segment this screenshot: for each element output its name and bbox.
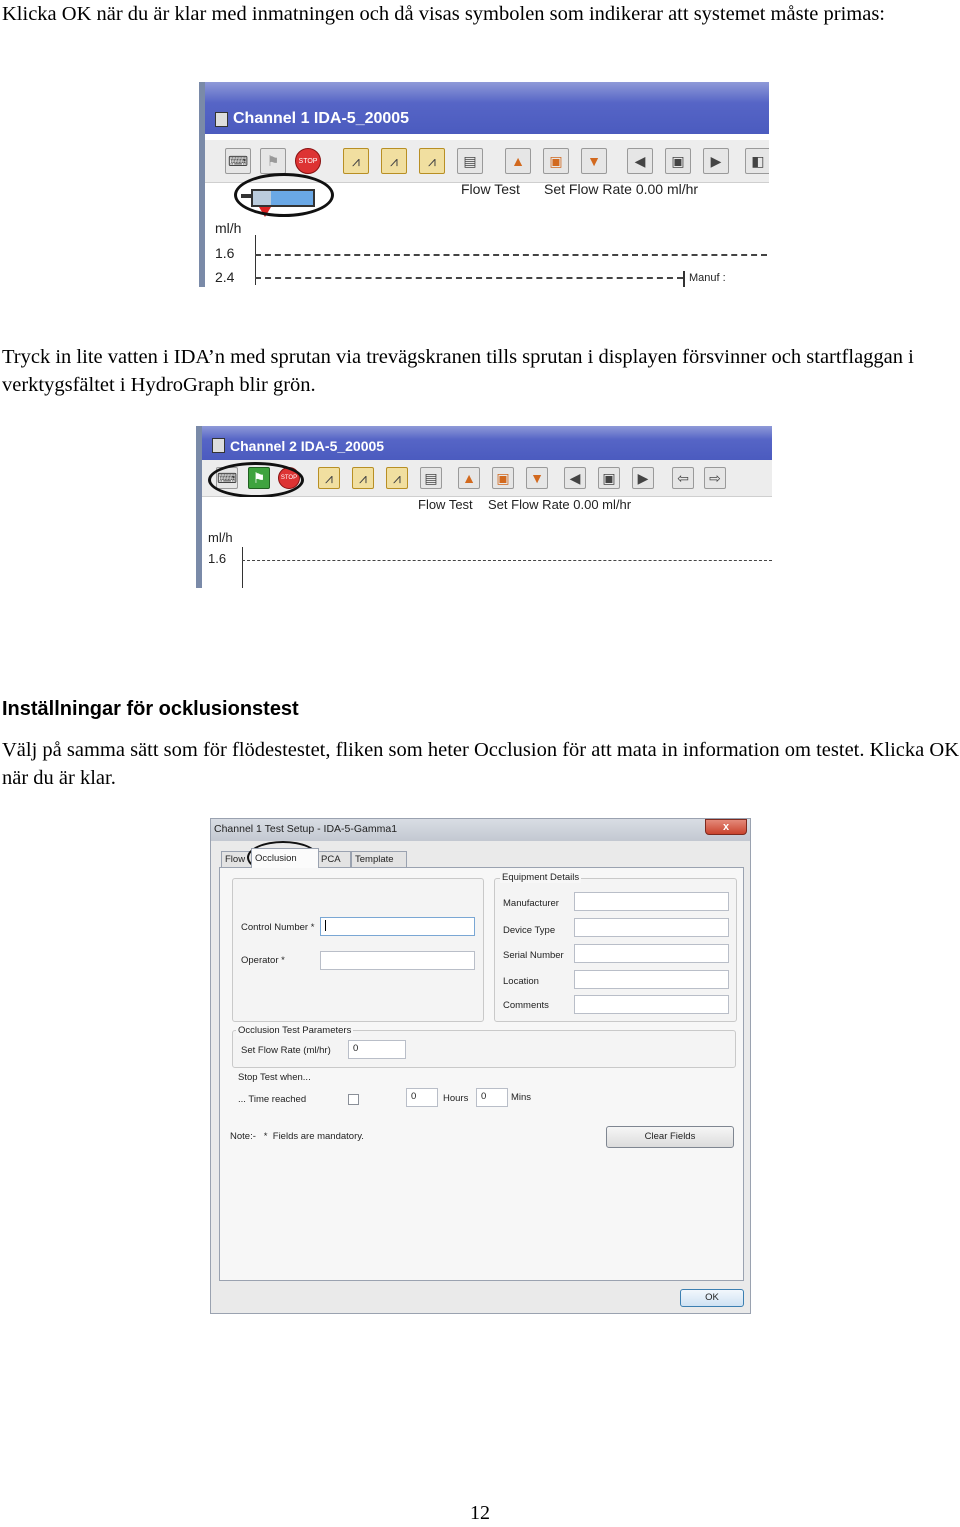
limit-line-lower	[255, 277, 683, 279]
graph-icon[interactable]: ⩘	[419, 148, 445, 174]
location-label: Location	[503, 976, 539, 987]
occlusion-instruction-paragraph: Välj på samma sätt som för flödestestet, fliken som heter Occlusion för att mata in information om testet. Klicka OK när du är klar.	[2, 739, 959, 789]
mins-label: Mins	[511, 1092, 532, 1103]
manuf-label: Manuf :	[689, 272, 726, 284]
y-axis-tick: 1.6	[208, 551, 227, 566]
hydrograph-channel2-screenshot	[196, 426, 772, 588]
hydrograph-channel1-screenshot	[199, 82, 769, 287]
operator-input[interactable]	[320, 951, 475, 970]
manuf-marker	[683, 271, 685, 287]
scroll-down-icon[interactable]: ▼	[526, 467, 548, 489]
tab-flow[interactable]: Flow	[221, 851, 253, 867]
channel2-titlebar	[202, 426, 772, 460]
scroll-right-icon[interactable]: ▶	[703, 148, 729, 174]
y-axis-unit: ml/h	[215, 220, 242, 236]
fit-icon[interactable]: ▣	[492, 467, 514, 489]
syringe-highlight-ellipse	[234, 173, 334, 217]
tab-pca[interactable]: PCA	[317, 851, 351, 867]
control-number-input[interactable]	[320, 917, 475, 936]
status-test: Flow Test	[461, 181, 520, 197]
graph-icon[interactable]: ⩘	[318, 467, 340, 489]
hours-input[interactable]: 0	[406, 1088, 438, 1107]
stop-icon[interactable]: STOP	[295, 148, 321, 174]
section-heading: Inställningar för ocklusionstest	[2, 698, 299, 720]
start-flag-icon[interactable]: ⚑	[248, 467, 270, 489]
fit-icon[interactable]: ▣	[543, 148, 569, 174]
device-type-label: Device Type	[503, 925, 556, 936]
comments-input[interactable]	[574, 995, 729, 1014]
close-button[interactable]	[705, 819, 747, 835]
tab-template[interactable]: Template	[351, 851, 407, 867]
occlusion-tab-page	[219, 867, 744, 1281]
scroll-right-icon[interactable]: ▶	[632, 467, 654, 489]
scroll-left-icon[interactable]: ◀	[564, 467, 586, 489]
keyboard-icon[interactable]: ⌨	[225, 148, 251, 174]
prime-instruction-paragraph: Tryck in lite vatten i IDA’n med sprutan via trevägskranen tills sprutan i displayen försvinner och startflaggan i verktygsfältet i HydroGraph blir grön.	[2, 346, 914, 396]
manufacturer-label: Manufacturer	[503, 898, 559, 909]
text-cursor	[325, 920, 326, 931]
document-icon[interactable]: ▤	[420, 467, 442, 489]
start-flag-highlight-ellipse	[208, 462, 304, 498]
channel1-title: Channel 1 IDA-5_20005	[233, 110, 410, 127]
y-axis-tick-lower: 2.4	[215, 269, 235, 285]
prime-icon[interactable]: ◧	[745, 148, 769, 174]
window-icon	[215, 112, 228, 127]
y-axis-line	[242, 547, 243, 588]
dialog-title: Channel 1 Test Setup - IDA-5-Gamma1	[214, 823, 398, 835]
page-number: 12	[470, 1502, 490, 1524]
stop-test-caption: Stop Test when...	[238, 1072, 311, 1083]
test-setup-dialog	[210, 818, 751, 1314]
document-icon[interactable]: ▤	[457, 148, 483, 174]
dialog-titlebar	[211, 819, 750, 841]
limit-line	[242, 560, 772, 561]
device-type-input[interactable]	[574, 918, 729, 937]
y-axis-unit: ml/h	[208, 530, 233, 545]
channel1-titlebar	[205, 82, 769, 134]
status-test: Flow Test	[418, 497, 473, 512]
manufacturer-input[interactable]	[574, 892, 729, 911]
y-axis-tick-upper: 1.6	[215, 245, 235, 261]
scroll-left-icon[interactable]: ◀	[627, 148, 653, 174]
comments-label: Comments	[503, 1000, 549, 1011]
start-flag-icon[interactable]: ⚑	[260, 148, 286, 174]
ok-button[interactable]: OK	[680, 1289, 744, 1307]
channel2-graph	[202, 497, 772, 588]
stop-icon[interactable]: STOP	[278, 467, 300, 489]
intro-paragraph: Klicka OK när du är klar med inmatningen och då visas symbolen som indikerar att systemet måste primas:	[2, 3, 885, 25]
scroll-up-icon[interactable]: ▲	[458, 467, 480, 489]
mins-input[interactable]: 0	[476, 1088, 508, 1107]
location-input[interactable]	[574, 970, 729, 989]
fit-icon[interactable]: ▣	[665, 148, 691, 174]
serial-number-label: Serial Number	[503, 950, 564, 961]
set-flow-rate-label: Set Flow Rate (ml/hr)	[241, 1045, 331, 1056]
time-reached-checkbox[interactable]	[348, 1094, 359, 1105]
set-flow-rate-input[interactable]: 0	[348, 1040, 406, 1059]
operator-group	[232, 878, 484, 1022]
graph-icon[interactable]: ⩘	[386, 467, 408, 489]
hours-label: Hours	[443, 1093, 469, 1104]
scroll-up-icon[interactable]: ▲	[505, 148, 531, 174]
scroll-down-icon[interactable]: ▼	[581, 148, 607, 174]
window-icon	[212, 438, 225, 453]
time-reached-label: ... Time reached	[238, 1094, 307, 1105]
forward-icon[interactable]: ⇨	[704, 467, 726, 489]
status-flow-rate: Set Flow Rate 0.00 ml/hr	[488, 497, 632, 512]
graph-icon[interactable]: ⩘	[381, 148, 407, 174]
channel1-graph	[205, 183, 769, 287]
graph-icon[interactable]: ⩘	[343, 148, 369, 174]
channel2-title: Channel 2 IDA-5_20005	[230, 438, 385, 454]
operator-label: Operator *	[241, 955, 285, 966]
clear-fields-button[interactable]: Clear Fields	[606, 1126, 734, 1148]
back-icon[interactable]: ⇦	[672, 467, 694, 489]
keyboard-icon[interactable]: ⌨	[216, 467, 238, 489]
fit-icon[interactable]: ▣	[598, 467, 620, 489]
mandatory-note: Note:- * Fields are mandatory.	[230, 1131, 364, 1142]
limit-line-upper	[255, 254, 767, 256]
occlusion-params-caption: Occlusion Test Parameters	[238, 1025, 352, 1036]
serial-number-input[interactable]	[574, 944, 729, 963]
graph-icon[interactable]: ⩘	[352, 467, 374, 489]
close-icon: x	[722, 821, 730, 833]
tab-occlusion[interactable]: Occlusion	[251, 848, 319, 868]
status-flow-rate: Set Flow Rate 0.00 ml/hr	[544, 181, 699, 197]
equipment-details-caption: Equipment Details	[502, 872, 580, 883]
control-number-label: Control Number *	[241, 922, 315, 933]
